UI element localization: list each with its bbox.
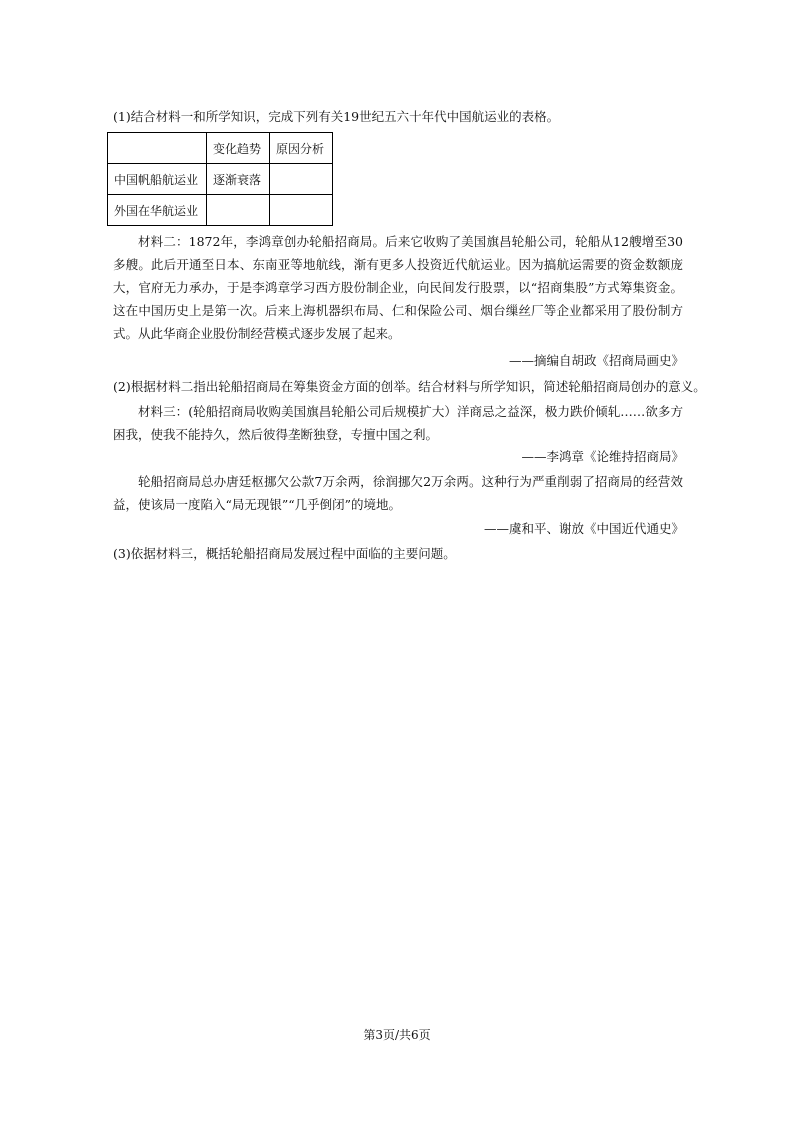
table-cell xyxy=(270,164,333,195)
table-cell: 中国帆船航运业 xyxy=(108,164,207,195)
material-3a: 材料三：(轮船招商局收购美国旗昌轮船公司后规模扩大）洋商忌之益深，极力跌价倾轧……欲多方困我，使我不能持久，然后彼得垄断独登，专擅中国之利。 xyxy=(113,404,683,442)
source-2: ——摘编自胡政《招商局画史》 xyxy=(508,353,684,368)
source-3a: ——李鸿章《论维持招商局》 xyxy=(521,449,684,464)
table-cell xyxy=(108,133,207,164)
table-header-reason: 原因分析 xyxy=(270,133,333,164)
table-cell: 逐渐衰落 xyxy=(207,164,270,195)
table-row xyxy=(108,195,333,226)
table-header-trend: 变化趋势 xyxy=(207,133,270,164)
table-row xyxy=(108,164,333,195)
source-3b: ——虞和平、谢放《中国近代通史》 xyxy=(483,521,684,536)
page-footer: 第3页/共6页 xyxy=(363,1028,431,1042)
table-cell xyxy=(270,195,333,226)
question-3: (3)依据材料三，概括轮船招商局发展过程中面临的主要问题。 xyxy=(113,546,456,561)
shipping-table xyxy=(107,132,333,226)
table-cell xyxy=(207,195,270,226)
question-1: (1)结合材料一和所学知识，完成下列有关19世纪五六十年代中国航运业的表格。 xyxy=(113,109,560,124)
table-header-row xyxy=(108,133,333,164)
material-2: 材料二：1872年，李鸿章创办轮船招商局。后来它收购了美国旗昌轮船公司，轮船从12艘增至30多艘。此后开通至日本、东南亚等地航线，渐有更多人投资近代航运业。因为搞航运需要的资金数额庞大，官府无力承办，于是李鸿章学习西方股份制企业，向民间发行股票，以“招商集股”方式筹集资金。这在中国历史上是第一次。后来上海机器织布局、仁和保险公司、烟台缫丝厂等企业都采用了股份制方式。从此华商企业股份制经营模式逐步发展了起来。 xyxy=(113,234,683,341)
table-cell: 外国在华航运业 xyxy=(108,195,207,226)
material-3b: 轮船招商局总办唐廷枢挪欠公款7万余两，徐润挪欠2万余两。这种行为严重削弱了招商局的经营效益，使该局一度陷入“局无现银”“几乎倒闭”的境地。 xyxy=(113,474,683,512)
question-2: (2)根据材料二指出轮船招商局在筹集资金方面的创举。结合材料与所学知识，简述轮船招商局创办的意义。 xyxy=(113,379,706,394)
